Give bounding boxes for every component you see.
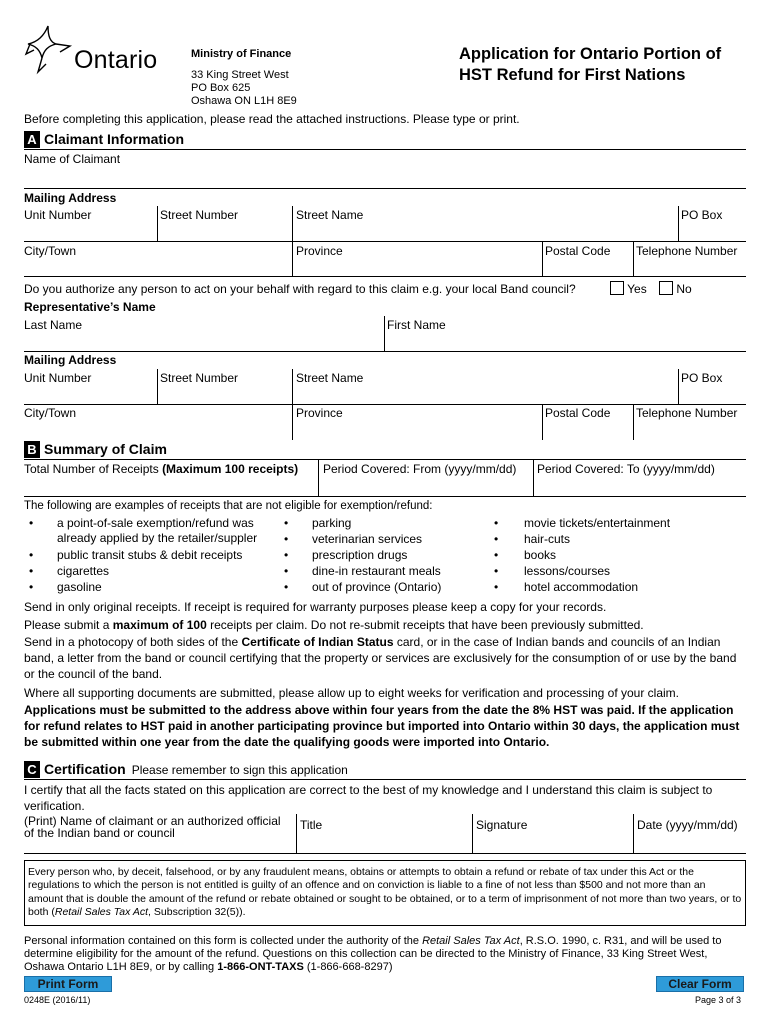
divider — [472, 814, 473, 854]
street-number-field[interactable]: Street Number — [160, 208, 239, 222]
list-item: movie tickets/entertainment — [524, 516, 671, 530]
divider — [384, 316, 385, 352]
bullet: • — [29, 548, 34, 562]
rep-street-number-field[interactable]: Street Number — [160, 371, 239, 385]
postal-code-field[interactable]: Postal Code — [545, 244, 611, 258]
text-bold: 1-866-ONT-TAXS — [217, 961, 304, 973]
unit-number-field[interactable]: Unit Number — [24, 208, 92, 222]
total-receipts-field[interactable] — [24, 462, 298, 476]
text: (1-866-668-8297) — [303, 961, 393, 973]
city-town-field[interactable]: City/Town — [24, 244, 77, 258]
address-line2: PO Box 625 — [191, 82, 251, 94]
divider — [24, 149, 746, 150]
logo-text: Ontario — [74, 46, 158, 74]
section-title: Summary of Claim — [44, 441, 167, 457]
print-name-field[interactable] — [24, 815, 281, 839]
section-title: Certification — [44, 761, 126, 777]
section-c-header — [24, 761, 348, 779]
form-title-line1: Application for Ontario Portion of — [459, 45, 722, 63]
rep-street-name-field[interactable]: Street Name — [296, 371, 364, 385]
rep-province-field[interactable]: Province — [296, 406, 343, 420]
title-field[interactable]: Title — [300, 818, 323, 832]
section-title: Claimant Information — [44, 131, 185, 147]
date-field[interactable]: Date (yyyy/mm/dd) — [637, 818, 738, 832]
divider — [292, 241, 293, 277]
mailing-address-label: Mailing Address — [24, 191, 117, 205]
section-subtitle: Please remember to sign this application — [131, 763, 348, 777]
list-item: prescription drugs — [312, 548, 408, 562]
last-name-field[interactable]: Last Name — [24, 318, 83, 332]
yes-checkbox[interactable] — [610, 281, 624, 295]
list-item: public transit stubs & debit receipts — [57, 548, 243, 562]
address-line1: 33 King Street West — [191, 69, 289, 81]
total-receipts-label: Total Number of Receipts — [24, 462, 163, 476]
divider — [157, 206, 158, 242]
street-name-field[interactable]: Street Name — [296, 208, 364, 222]
instruction-original-receipts: Send in only original receipts. If receipt is required for warranty purposes please keep a copy for your records. — [24, 600, 607, 614]
list-item: out of province (Ontario) — [312, 580, 442, 594]
print-name-line2: of the Indian band or council — [24, 826, 175, 840]
divider — [678, 369, 679, 405]
certification-statement: I certify that all the facts stated on this application are correct to the best of my knowledge and I understand this claim is subject to verification. — [24, 783, 713, 813]
list-item: gasoline — [57, 580, 102, 594]
list-item: cigarettes — [57, 564, 110, 578]
trillium-icon — [24, 24, 74, 76]
print-form-button[interactable]: Print Form — [24, 976, 112, 992]
fraud-notice — [24, 860, 746, 926]
text: Personal information contained on this form is collected under the authority of the — [24, 935, 423, 947]
bullet: • — [494, 564, 499, 578]
section-letter: B — [24, 441, 40, 458]
text: , Subscription 32(5)). — [148, 905, 246, 918]
list-item: lessons/courses — [524, 564, 611, 578]
form-title-line2: HST Refund for First Nations — [459, 66, 686, 84]
bullet: • — [494, 548, 499, 562]
form-code: 0248E (2016/11) — [24, 995, 91, 1005]
rep-city-town-field[interactable]: City/Town — [24, 406, 77, 420]
bullet: • — [29, 580, 34, 594]
instruction-deadline: Applications must be submitted to the address above within four years from the date the 8% HST was paid. If the application for refund relates to HST paid in another participating province but imported into Ontario within 30 days, the application must be submitted within one year from the date the qualifying goods were imported into Ontario. — [24, 703, 740, 749]
authorize-question: Do you authorize any person to act on your behalf with regard to this claim e.g. your local Band council? — [24, 282, 576, 296]
bullet: • — [29, 564, 34, 578]
divider — [24, 779, 746, 780]
name-of-claimant-field[interactable]: Name of Claimant — [24, 152, 121, 166]
divider — [292, 206, 293, 242]
divider — [542, 404, 543, 440]
divider — [292, 369, 293, 405]
instruction-certificate — [24, 634, 746, 682]
divider — [24, 459, 746, 460]
text-bold: Certificate of Indian Status — [241, 635, 394, 649]
first-name-field[interactable]: First Name — [387, 318, 446, 332]
divider — [24, 496, 746, 497]
text: Send in a photocopy of both sides of the — [24, 635, 242, 649]
rep-mailing-address-label: Mailing Address — [24, 353, 117, 367]
intro-text: Before completing this application, please read the attached instructions. Please type or print. — [24, 112, 520, 126]
divider — [292, 404, 293, 440]
section-a-header — [24, 131, 184, 149]
text: Every person who, by deceit, falsehood, or by any fraudulent means, obtains or attempts to obtain a refund or rebate of tax under this Act or the regulations to which the person is not entitled is guilty of an offence and on conviction is liable to a fine of not less than $500 and not more than an amount that is double the amount of the refund or rebate obtained or sought to be obtained, or to a term of imprisonment of not more than two years, or to both ( — [28, 866, 742, 918]
divider — [24, 188, 746, 189]
clear-form-button[interactable]: Clear Form — [656, 976, 744, 992]
divider — [633, 241, 634, 277]
list-item: books — [524, 548, 557, 562]
divider — [24, 276, 746, 277]
section-b-header — [24, 441, 167, 459]
period-to-field[interactable]: Period Covered: To (yyyy/mm/dd) — [537, 462, 715, 476]
ontario-logo — [24, 24, 174, 76]
rep-postal-code-field[interactable]: Postal Code — [545, 406, 611, 420]
list-item: already applied by the retailer/suppler — [57, 531, 258, 545]
province-field[interactable]: Province — [296, 244, 343, 258]
text-bold: maximum of 100 — [112, 618, 207, 632]
privacy-statement — [24, 935, 746, 974]
print-name-line1: (Print) Name of claimant or an authorized official — [24, 814, 281, 828]
list-item: hair-cuts — [524, 532, 571, 546]
po-box-field[interactable]: PO Box — [681, 208, 723, 222]
section-letter: A — [24, 131, 40, 148]
divider — [24, 351, 746, 352]
authorize-no[interactable] — [659, 281, 692, 296]
bullet: • — [494, 532, 499, 546]
bullet: • — [284, 548, 289, 562]
divider — [24, 853, 746, 854]
authorize-yes[interactable] — [610, 281, 647, 296]
text-italic: Retail Sales Tax Act — [422, 935, 520, 947]
text: , R.S.O. 1990, c. R31, and will be used to determine eligibility for the amount of the refund. Questions on this collection can be directed to the Ministry of Finance, 33 King Street West, Oshawa Ontario L1H 8E9, or by calling — [24, 935, 722, 973]
divider — [24, 404, 746, 405]
list-item: a point-of-sale exemption/refund was — [57, 516, 254, 530]
no-checkbox[interactable] — [659, 281, 673, 295]
divider — [157, 369, 158, 405]
divider — [542, 241, 543, 277]
divider — [533, 459, 534, 497]
yes-label: Yes — [627, 282, 647, 296]
instruction-processing-time: Where all supporting documents are submitted, please allow up to eight weeks for verification and processing of your claim. — [24, 686, 680, 700]
divider — [318, 459, 319, 497]
address-line3: Oshawa ON L1H 8E9 — [191, 95, 297, 107]
divider — [633, 814, 634, 854]
bullet: • — [284, 532, 289, 546]
examples-intro: The following are examples of receipts that are not eligible for exemption/refund: — [24, 500, 433, 512]
list-item: dine-in restaurant meals — [312, 564, 441, 578]
bullet: • — [494, 580, 499, 594]
divider — [296, 814, 297, 854]
list-item: parking — [312, 516, 352, 530]
instruction-maximum — [24, 617, 746, 633]
text-italic: Retail Sales Tax Act — [54, 905, 149, 918]
bullet: • — [494, 516, 499, 530]
bullet: • — [284, 516, 289, 530]
rep-unit-number-field[interactable]: Unit Number — [24, 371, 92, 385]
no-label: No — [676, 282, 692, 296]
rep-telephone-field[interactable]: Telephone Number — [636, 406, 738, 420]
bullet: • — [284, 564, 289, 578]
period-from-field[interactable]: Period Covered: From (yyyy/mm/dd) — [323, 462, 517, 476]
divider — [24, 241, 746, 242]
text: card, or in the case of Indian bands and councils of an Indian band, a letter from the band or council certifying that the property or services are exclusively for the consumption of or use by the band or the council of the band. — [24, 635, 737, 681]
form-title — [459, 44, 721, 86]
text: receipts per claim. Do not re-submit receipts that have been previously submitted. — [206, 618, 644, 632]
list-item: veterinarian services — [312, 532, 423, 546]
list-item: hotel accommodation — [524, 580, 639, 594]
ministry-name: Ministry of Finance — [191, 48, 292, 60]
bullet: • — [29, 516, 34, 530]
representative-name-label: Representative’s Name — [24, 300, 156, 314]
divider — [678, 206, 679, 242]
telephone-field[interactable]: Telephone Number — [636, 244, 738, 258]
bullet: • — [284, 580, 289, 594]
rep-po-box-field[interactable]: PO Box — [681, 371, 723, 385]
section-letter: C — [24, 761, 40, 778]
page-number: Page 3 of 3 — [695, 995, 742, 1005]
text: Please submit a — [24, 618, 113, 632]
divider — [633, 404, 634, 440]
ministry-address — [191, 48, 297, 108]
signature-field[interactable]: Signature — [476, 818, 528, 832]
total-receipts-max: (Maximum 100 receipts) — [162, 462, 299, 476]
